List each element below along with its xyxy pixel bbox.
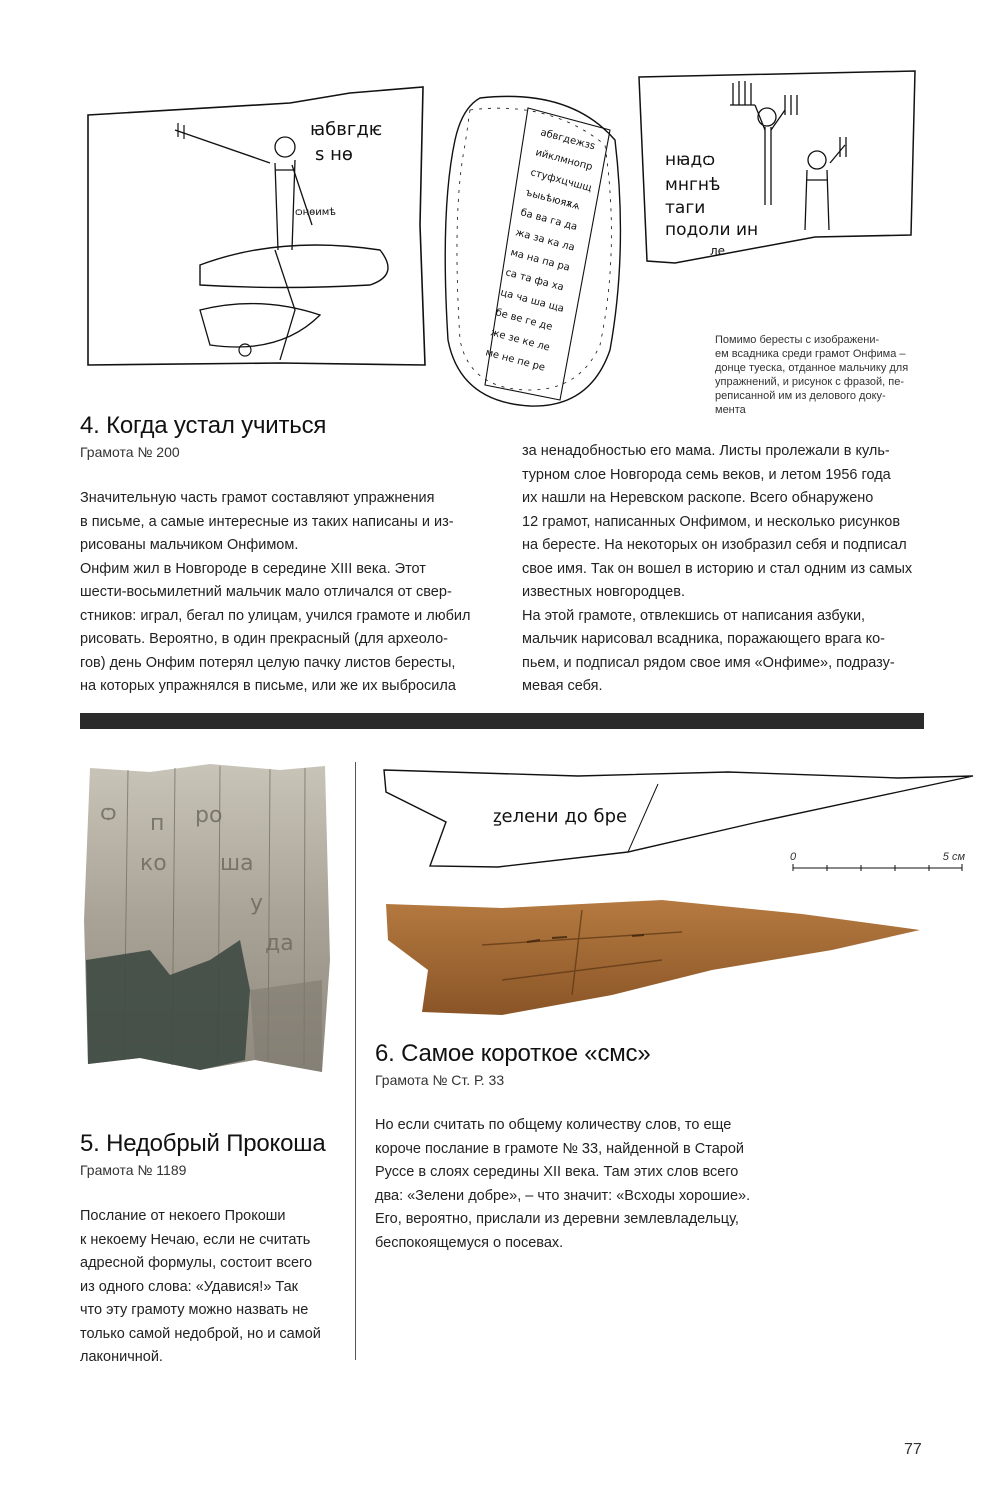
text-line: адресной формулы, состоит всего	[80, 1255, 313, 1271]
text-line: На этой грамоте, отвлекшись от написания азбуки,	[522, 607, 866, 624]
svg-text:ме не пе ре: ме не пе ре	[484, 347, 547, 374]
text-line: турном слое Новгорода семь веков, и летом 1956 года	[522, 466, 891, 483]
text-line: 12 грамот, написанных Онфимом, и несколько рисунков	[522, 513, 901, 530]
text-line: стников: играл, бегал по улицам, учился грамоте и любил	[80, 607, 471, 624]
svg-text:ма на па ра: ма на па ра	[509, 247, 572, 274]
photo-birchbark-1189	[80, 760, 335, 1080]
text-line: Его, вероятно, прислали из деревни землевладельцу,	[375, 1211, 739, 1227]
scale-bar	[790, 850, 965, 880]
photo-birchbark-star-33	[382, 890, 922, 1020]
section-4-title: 4. Когда устал учиться	[80, 412, 327, 439]
caption-line: ем всадника среди грамот Онфима –	[715, 348, 906, 360]
svg-text:ꙁелени до бре: ꙁелени до бре	[493, 806, 628, 827]
text-line: на которых упражнялся в письме, или же их выбросила	[80, 678, 456, 694]
svg-text:ѕ нѳ: ѕ нѳ	[315, 144, 353, 165]
figure-caption-top	[715, 333, 935, 417]
scale-start: 0	[790, 851, 797, 863]
text-line: к некоему Нечаю, если не считать	[80, 1231, 311, 1248]
drawing-birchbark-box-bottom-svg	[440, 90, 630, 410]
page-number: 77	[904, 1441, 922, 1458]
svg-text:нꙗдѻ: нꙗдѻ	[665, 150, 716, 170]
text-line: шести-восьмилетний мальчик мало отличался от свер-	[80, 584, 452, 600]
caption-line: Помимо бересты с изображени-	[715, 334, 880, 346]
photo-birchbark-star-33-svg	[382, 890, 922, 1020]
text-line: их нашли на Неревском раскопе. Всего обнаружено	[522, 490, 874, 506]
text-line: свое имя. Так он вошел в историю и стал одним из самых	[522, 560, 913, 577]
text-line: пьем, и подписал рядом свое имя «Онфиме», подразу-	[522, 654, 895, 671]
caption-line: донце туеска, отданное мальчику для	[715, 362, 909, 374]
svg-text:са та фа ха: са та фа ха	[504, 267, 565, 294]
text-line: короче послание в грамоте № 33, найденной в Старой	[375, 1140, 744, 1157]
section-4-text-left	[80, 487, 500, 699]
drawing-onfim-horseman	[80, 75, 435, 370]
text-line: на бересте. На некоторых он изобразил себя и подписал	[522, 537, 907, 553]
section-6-title: 6. Самое короткое «смс»	[375, 1040, 651, 1067]
svg-text:ꙗбвгдѥ: ꙗбвгдѥ	[310, 119, 383, 140]
svg-text:ийклмнопр: ийклмнопр	[534, 147, 594, 174]
section-6-subtitle: Грамота № Ст. Р. 33	[375, 1072, 505, 1088]
text-line: два: «Зелени добре», – что значит: «Всходы хорошие».	[375, 1187, 751, 1204]
section-5-title: 5. Недобрый Прокоша	[80, 1130, 326, 1157]
svg-text:абвгдежзѕ: абвгдежзѕ	[539, 127, 597, 153]
svg-text:же зе ке ле: же зе ке ле	[489, 327, 551, 354]
svg-text:ба ва га да: ба ва га да	[519, 207, 579, 233]
svg-text:у: у	[250, 891, 264, 916]
svg-text:бе ве ге де: бе ве ге де	[494, 307, 554, 334]
section-4-subtitle: Грамота № 200	[80, 444, 180, 460]
svg-text:таги: таги	[665, 198, 706, 218]
section-divider	[80, 713, 924, 729]
text-line: рисовать. Вероятно, в один прекрасный (для археоло-	[80, 631, 449, 647]
svg-text:ѻ: ѻ	[100, 801, 117, 826]
svg-text:подоли ин: подоли ин	[665, 220, 759, 240]
text-line: в письме, а самые интересные из таких написаны и из-	[80, 513, 454, 530]
drawing-onfim-self-portrait	[635, 65, 920, 265]
photo-birchbark-1189-svg	[80, 760, 335, 1080]
text-line: известных новгородцев.	[522, 584, 685, 600]
caption-line: мента	[715, 404, 746, 416]
column-rule	[355, 762, 356, 1360]
text-line: Послание от некоего Прокоши	[80, 1208, 286, 1224]
svg-text:ѻнѳимѣ: ѻнѳимѣ	[295, 207, 337, 218]
text-line: лаконичной.	[80, 1349, 163, 1365]
svg-text:мнгнѣ: мнгнѣ	[665, 175, 721, 195]
svg-text:ко: ко	[140, 851, 167, 876]
svg-text:ца ча ша ща: ца ча ша ща	[499, 287, 566, 315]
text-line: гов) день Онфим потерял целую пачку листов бересты,	[80, 654, 456, 671]
text-line: что эту грамоту можно назвать не	[80, 1302, 309, 1318]
text-line: мальчик нарисовал всадника, поражающего врага ко-	[522, 631, 885, 647]
text-line: за ненадобностью его мама. Листы пролежали в куль-	[522, 443, 890, 459]
section-5-text	[80, 1205, 350, 1370]
section-4-text-right	[522, 440, 932, 699]
drawing-onfim-horseman-svg	[80, 75, 435, 370]
text-line: Значительную часть грамот составляют упражнения	[80, 490, 435, 506]
scale-end: 5 см	[942, 851, 965, 863]
svg-text:п: п	[150, 811, 165, 836]
svg-text:ъыьѣюяѫѧ: ъыьѣюяѫѧ	[524, 187, 582, 213]
section-5-subtitle: Грамота № 1189	[80, 1162, 187, 1178]
svg-text:жа за ка ла: жа за ка ла	[514, 227, 576, 254]
scale-ruler	[792, 862, 964, 872]
caption-line: реписанной им из делового доку-	[715, 390, 886, 402]
caption-line: упражнений, и рисунок с фразой, пе-	[715, 376, 904, 388]
section-6-text	[375, 1114, 795, 1255]
text-line: рисованы мальчиком Онфимом.	[80, 537, 299, 553]
svg-text:ро: ро	[195, 803, 223, 828]
text-line: только самой недоброй, но и самой	[80, 1325, 321, 1342]
drawing-birchbark-box-bottom	[440, 90, 630, 410]
text-line: Руссе в слоях середины XII века. Там этих слов всего	[375, 1164, 739, 1180]
svg-text:ша: ша	[220, 851, 254, 876]
text-line: беспокоящемуся о посевах.	[375, 1234, 564, 1251]
text-line: Онфим жил в Новгороде в середине XIII века. Этот	[80, 560, 426, 577]
drawing-onfim-self-portrait-svg	[635, 65, 920, 265]
svg-text:да: да	[265, 931, 294, 956]
text-line: из одного слова: «Удавися!» Так	[80, 1278, 299, 1295]
text-line: мевая себя.	[522, 678, 603, 694]
svg-text:стуфхцчшщ: стуфхцчшщ	[529, 167, 593, 195]
text-line: Но если считать по общему количеству слов, то еще	[375, 1117, 732, 1133]
svg-text:ле: ле	[710, 244, 726, 258]
